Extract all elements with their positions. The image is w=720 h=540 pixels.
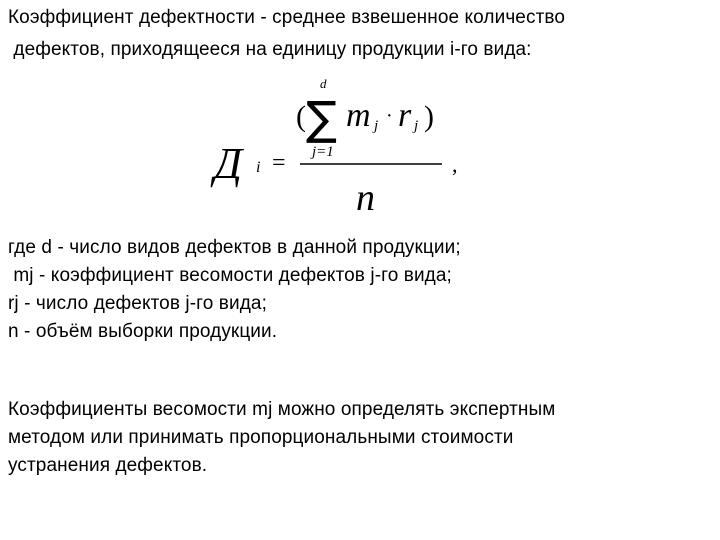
intro-line-2: дефектов, приходящееся на единицу продукции i-го вида:	[8, 39, 532, 60]
formula-lhs-symbol: Д	[214, 139, 242, 188]
formula-equals: =	[272, 150, 286, 176]
intro-line-1: Коэффициент дефектности - среднее взвешенное количество	[8, 7, 566, 28]
formula-term-m-sub: j	[374, 118, 379, 134]
note-line-2: методом или принимать пропорциональными стоимости	[8, 427, 514, 448]
formula-close-paren: )	[424, 100, 434, 133]
formula-sum-symbol: ∑	[306, 91, 337, 145]
formula-lhs-subscript: i	[256, 159, 261, 176]
definition-rj: rj - число дефектов j-го вида;	[8, 293, 267, 314]
definition-d: где d - число видов дефектов в данной продукции;	[8, 237, 461, 258]
formula-term-r: r	[398, 97, 412, 134]
formula-sum-lower: j=1	[312, 144, 334, 160]
definition-n: n - объём выборки продукции.	[8, 321, 278, 342]
definition-mj: mj - коэффициент весомости дефектов j-го вида;	[8, 265, 452, 286]
formula-denominator: n	[356, 177, 375, 219]
note-line-1: Коэффициенты весомости mj можно определять экспертным	[8, 399, 556, 420]
formula-term-r-sub: j	[414, 118, 419, 134]
formula-sum-upper: d	[320, 76, 327, 91]
formula-dot: ·	[386, 105, 393, 127]
note-line-3: устранения дефектов.	[8, 455, 208, 476]
formula-svg	[200, 68, 490, 228]
formula-trailing-comma: ,	[452, 152, 458, 177]
formula-term-m: m	[346, 97, 371, 134]
defect-coefficient-formula	[200, 68, 490, 228]
formula-open-paren: (	[296, 100, 306, 133]
